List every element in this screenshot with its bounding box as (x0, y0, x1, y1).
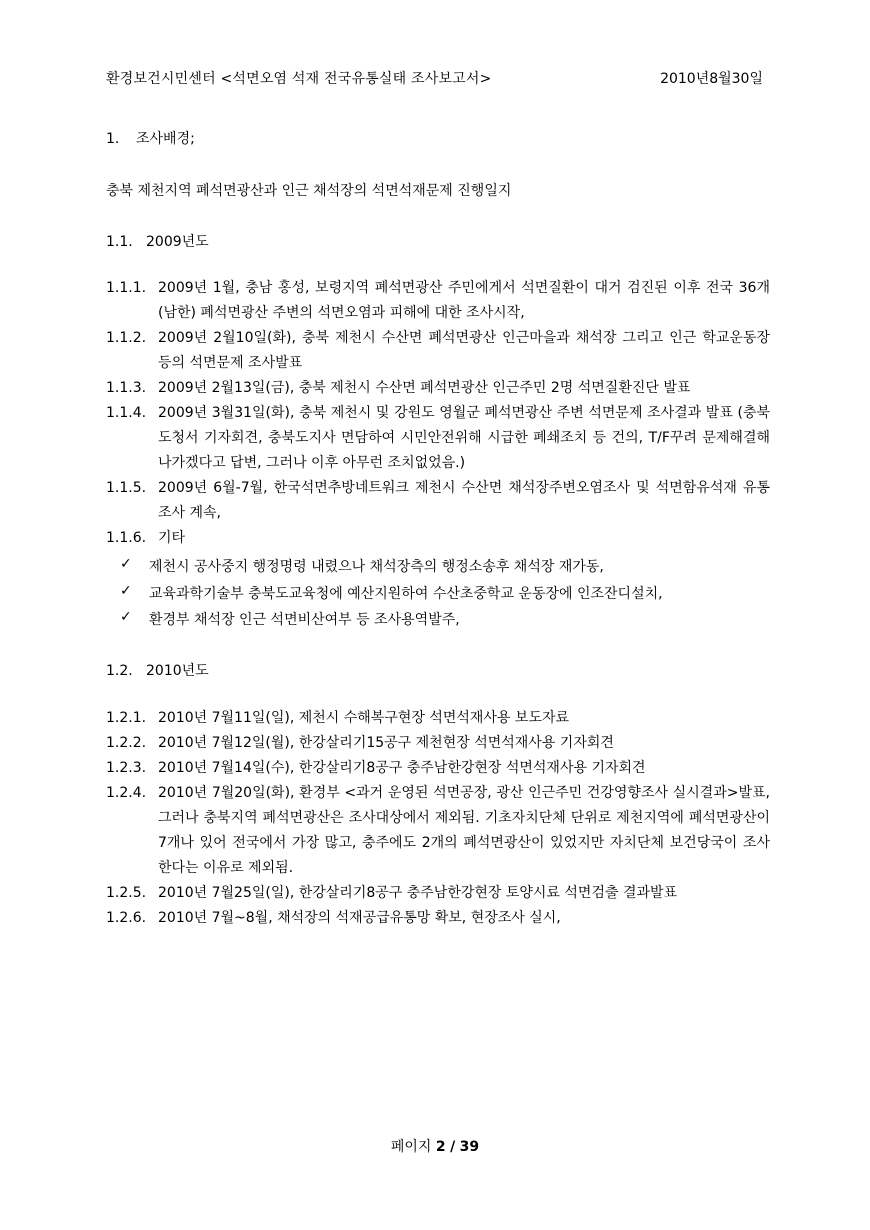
item-number: 1.1.2. (106, 330, 147, 346)
section-number: 1. (106, 131, 120, 147)
item-text: 2009년 2월13일(금), 충북 제천시 수산면 폐석면광산 인근주민 2명 석면질환진단 발표 (158, 380, 691, 396)
section-heading-1-1 (106, 231, 209, 251)
item-text: 2010년 7월25일(일), 한강살리기8공구 충주남한강현장 토양시료 석면검출 결과발표 (158, 885, 678, 901)
bullet-item (120, 583, 663, 603)
page-total: 39 (459, 1139, 480, 1155)
section-heading-1-2 (106, 660, 209, 680)
list-item (106, 276, 770, 326)
check-icon: ✓ (120, 583, 132, 599)
page-separator: / (450, 1139, 456, 1155)
item-text: 기타 (158, 530, 186, 546)
section-heading-1 (106, 128, 195, 148)
list-item (106, 756, 770, 781)
item-text: 2010년 7월20일(화), 환경부 <과거 운영된 석면공장, 광산 인근주민 건강영향조사 실시결과>발표, 그러나 충북지역 폐석면광산은 조사대상에서 제외됨. 기초자치단체 단위로 제천지역에 폐석면광산이 7개나 있어 전국에서 가장 많고, 충주에도 2개의 폐석면광산이 있었지만 자치단체 보건당국이 조사한다는 이유로 제외됨. (158, 785, 770, 876)
list-item (106, 326, 770, 376)
section-title: 2009년도 (146, 234, 209, 250)
bullet-item (120, 609, 460, 629)
item-text: 2010년 7월12일(월), 한강살리기15공구 제천현장 석면석재사용 기자회견 (158, 735, 614, 751)
item-number: 1.1.5. (106, 480, 147, 496)
item-number: 1.1.4. (106, 405, 147, 421)
list-item (106, 706, 770, 731)
section-title: 2010년도 (146, 663, 209, 679)
item-text: 2010년 7월~8월, 채석장의 석재공급유통망 확보, 현장조사 실시, (158, 910, 561, 926)
item-number: 1.2.3. (106, 760, 147, 776)
list-item (106, 906, 770, 931)
item-text: 2010년 7월11일(일), 제천시 수해복구현장 석면석재사용 보도자료 (158, 710, 570, 726)
list-item (106, 376, 770, 401)
section-number: 1.1. (106, 234, 133, 250)
item-text: 2009년 3월31일(화), 충북 제천시 및 강원도 영월군 폐석면광산 주변 석면문제 조사결과 발표 (충북도청서 기자회견, 충북도지사 면담하여 시민안전위해 시급한 폐쇄조치 등 건의, T/F꾸려 문제해결해 나가겠다고 답변, 그러나 이후 아무런 조치없었음.) (158, 405, 770, 471)
page-current: 2 (435, 1139, 446, 1155)
section-number: 1.2. (106, 663, 133, 679)
bullet-text: 제천시 공사중지 행정명령 내렸으나 채석장측의 행정소송후 채석장 재가동, (149, 559, 604, 575)
bullet-item (120, 556, 604, 576)
item-number: 1.2.2. (106, 735, 147, 751)
document-subtitle: 충북 제천지역 폐석면광산과 인근 채석장의 석면석재문제 진행일지 (106, 183, 512, 199)
list-item (106, 476, 770, 526)
item-number: 1.1.6. (106, 530, 147, 546)
item-number: 1.2.5. (106, 885, 147, 901)
check-icon: ✓ (120, 609, 132, 625)
bullet-text: 환경부 채석장 인근 석면비산여부 등 조사용역발주, (149, 612, 460, 628)
list-item (106, 781, 770, 881)
item-number: 1.1.1. (106, 280, 147, 296)
section-title: 조사배경; (136, 131, 195, 147)
list-item (106, 401, 770, 476)
check-icon: ✓ (120, 556, 132, 572)
list-item (106, 731, 770, 756)
page-footer (0, 1136, 870, 1156)
list-item (106, 881, 770, 906)
document-header-date: 2010년8월30일 (660, 71, 763, 87)
item-number: 1.2.1. (106, 710, 147, 726)
bullet-text: 교육과학기술부 충북도교육청에 예산지원하여 수산초중학교 운동장에 인조잔디설치, (149, 586, 663, 602)
item-text: 2009년 1월, 충남 홍성, 보령지역 폐석면광산 주민에게서 석면질환이 대거 검진된 이후 전국 36개(남한) 폐석면광산 주변의 석면오염과 피해에 대한 조사시작, (158, 280, 770, 321)
item-text: 2010년 7월14일(수), 한강살리기8공구 충주남한강현장 석면석재사용 기자회견 (158, 760, 646, 776)
item-number: 1.1.3. (106, 380, 147, 396)
item-number: 1.2.6. (106, 910, 147, 926)
list-item (106, 526, 770, 551)
page-label: 페이지 (390, 1139, 432, 1155)
item-text: 2009년 2월10일(화), 충북 제천시 수산면 폐석면광산 인근마을과 채석장 그리고 인근 학교운동장 등의 석면문제 조사발표 (158, 330, 770, 371)
document-header-title: 환경보건시민센터 <석면오염 석재 전국유통실태 조사보고서> (106, 71, 492, 87)
item-number: 1.2.4. (106, 785, 147, 801)
item-text: 2009년 6월-7월, 한국석면추방네트워크 제천시 수산면 채석장주변오염조사 및 석면함유석재 유통조사 계속, (158, 480, 770, 521)
